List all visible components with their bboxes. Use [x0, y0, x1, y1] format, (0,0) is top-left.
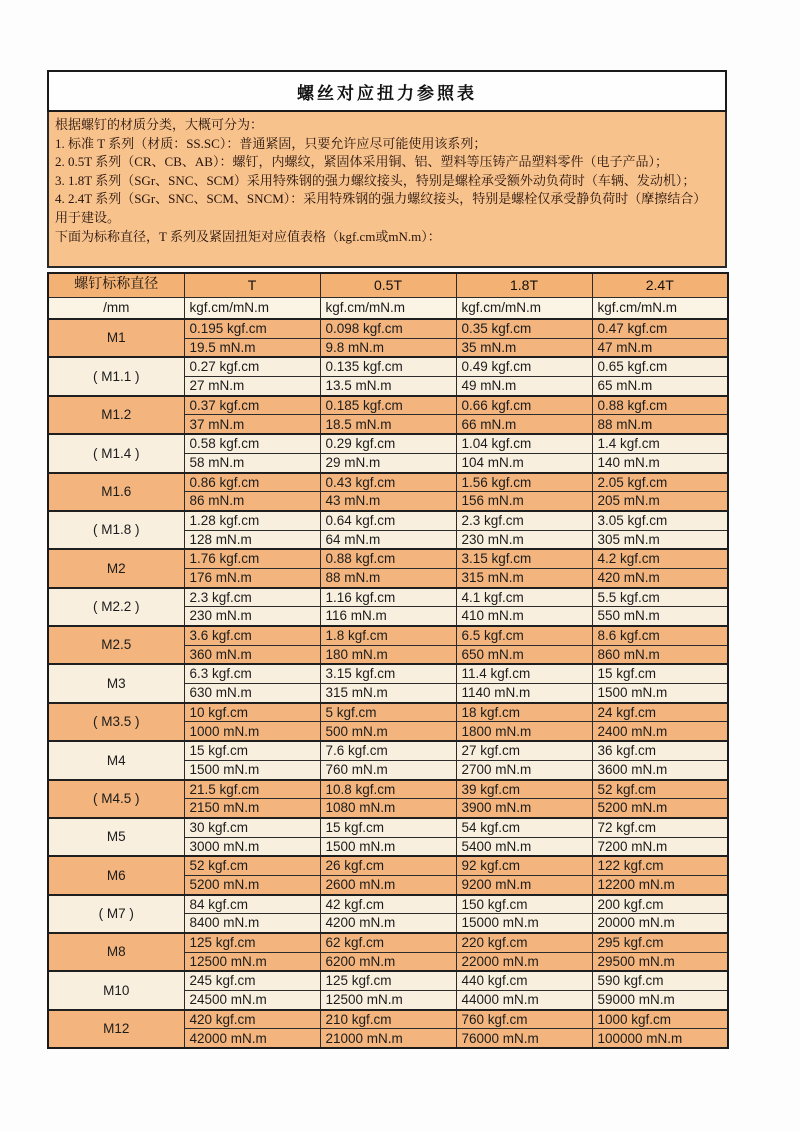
- diameter-cell: M4: [48, 741, 184, 779]
- table-row-M12-kgf: [48, 1010, 728, 1029]
- value-cell-mnm: 88 mN.m: [320, 568, 456, 587]
- value-cell-kgf: 52 kgf.cm: [184, 856, 320, 875]
- value-cell-kgf: 0.49 kgf.cm: [456, 357, 592, 376]
- value-cell-kgf: 0.47 kgf.cm: [592, 319, 728, 338]
- value-cell-kgf: 1.8 kgf.cm: [320, 626, 456, 645]
- value-cell-kgf: 7.6 kgf.cm: [320, 741, 456, 760]
- column-header-diameter: 螺钉标称直径: [48, 273, 184, 297]
- value-cell-kgf: 0.43 kgf.cm: [320, 473, 456, 492]
- value-cell-mnm: 29500 mN.m: [592, 952, 728, 971]
- value-cell-kgf: 6.5 kgf.cm: [456, 626, 592, 645]
- value-cell-kgf: 10.8 kgf.cm: [320, 780, 456, 799]
- value-cell-mnm: 180 mN.m: [320, 645, 456, 664]
- value-cell-mnm: 205 mN.m: [592, 492, 728, 511]
- value-cell-mnm: 1500 mN.m: [320, 837, 456, 856]
- table-header-row: [48, 273, 728, 297]
- value-cell-mnm: 24500 mN.m: [184, 991, 320, 1010]
- diameter-cell: M8: [48, 933, 184, 971]
- value-cell-kgf: 0.098 kgf.cm: [320, 319, 456, 338]
- value-cell-kgf: 2.3 kgf.cm: [184, 588, 320, 607]
- value-cell-kgf: 26 kgf.cm: [320, 856, 456, 875]
- diameter-cell: M2.5: [48, 626, 184, 664]
- value-cell-mnm: 2600 mN.m: [320, 875, 456, 894]
- value-cell-mnm: 13.5 mN.m: [320, 377, 456, 396]
- value-cell-mnm: 7200 mN.m: [592, 837, 728, 856]
- value-cell-mnm: 64 mN.m: [320, 530, 456, 549]
- value-cell-kgf: 590 kgf.cm: [592, 971, 728, 990]
- value-cell-mnm: 37 mN.m: [184, 415, 320, 434]
- value-cell-mnm: 1500 mN.m: [184, 760, 320, 779]
- page-title: 螺丝对应扭力参照表: [297, 83, 477, 103]
- value-cell-kgf: 6.3 kgf.cm: [184, 664, 320, 683]
- table-subheader-row: [48, 297, 728, 319]
- diameter-cell: M6: [48, 856, 184, 894]
- value-cell-mnm: 230 mN.m: [456, 530, 592, 549]
- value-cell-mnm: 315 mN.m: [320, 684, 456, 703]
- value-cell-mnm: 65 mN.m: [592, 377, 728, 396]
- value-cell-mnm: 86 mN.m: [184, 492, 320, 511]
- value-cell-mnm: 760 mN.m: [320, 760, 456, 779]
- value-cell-kgf: 1.76 kgf.cm: [184, 549, 320, 568]
- value-cell-kgf: 3.6 kgf.cm: [184, 626, 320, 645]
- value-cell-kgf: 0.88 kgf.cm: [320, 549, 456, 568]
- value-cell-mnm: 140 mN.m: [592, 453, 728, 472]
- value-cell-mnm: 9200 mN.m: [456, 875, 592, 894]
- value-cell-kgf: 4.2 kgf.cm: [592, 549, 728, 568]
- value-cell-kgf: 0.135 kgf.cm: [320, 357, 456, 376]
- table-row-M4-kgf: [48, 741, 728, 760]
- value-cell-kgf: 24 kgf.cm: [592, 703, 728, 722]
- diameter-cell: M3: [48, 664, 184, 702]
- value-cell-kgf: 3.15 kgf.cm: [320, 664, 456, 683]
- diameter-cell: M10: [48, 971, 184, 1009]
- value-cell-mnm: 21000 mN.m: [320, 1029, 456, 1048]
- value-cell-mnm: 58 mN.m: [184, 453, 320, 472]
- document-title-box: [47, 70, 727, 112]
- value-cell-kgf: 2.3 kgf.cm: [456, 511, 592, 530]
- value-cell-mnm: 9.8 mN.m: [320, 338, 456, 357]
- value-cell-mnm: 88 mN.m: [592, 415, 728, 434]
- subheader-unit-2-4t: kgf.cm/mN.m: [592, 297, 728, 319]
- value-cell-kgf: 0.37 kgf.cm: [184, 396, 320, 415]
- value-cell-kgf: 8.6 kgf.cm: [592, 626, 728, 645]
- value-cell-mnm: 1140 mN.m: [456, 684, 592, 703]
- diameter-cell: ( M3.5 ): [48, 703, 184, 741]
- value-cell-kgf: 52 kgf.cm: [592, 780, 728, 799]
- value-cell-kgf: 21.5 kgf.cm: [184, 780, 320, 799]
- column-header-1-8t: 1.8T: [456, 273, 592, 297]
- table-row-M35-kgf: [48, 703, 728, 722]
- value-cell-kgf: 295 kgf.cm: [592, 933, 728, 952]
- value-cell-kgf: 15 kgf.cm: [592, 664, 728, 683]
- value-cell-mnm: 315 mN.m: [456, 568, 592, 587]
- value-cell-kgf: 62 kgf.cm: [320, 933, 456, 952]
- table-row-M1-kgf: [48, 319, 728, 338]
- value-cell-kgf: 30 kgf.cm: [184, 818, 320, 837]
- value-cell-kgf: 1.4 kgf.cm: [592, 434, 728, 453]
- value-cell-kgf: 0.35 kgf.cm: [456, 319, 592, 338]
- value-cell-mnm: 116 mN.m: [320, 607, 456, 626]
- value-cell-mnm: 49 mN.m: [456, 377, 592, 396]
- value-cell-mnm: 104 mN.m: [456, 453, 592, 472]
- value-cell-kgf: 5.5 kgf.cm: [592, 588, 728, 607]
- value-cell-mnm: 630 mN.m: [184, 684, 320, 703]
- diameter-cell: M1.6: [48, 473, 184, 511]
- value-cell-mnm: 12500 mN.m: [184, 952, 320, 971]
- table-row-M18-kgf: [48, 511, 728, 530]
- value-cell-mnm: 860 mN.m: [592, 645, 728, 664]
- value-cell-mnm: 29 mN.m: [320, 453, 456, 472]
- value-cell-mnm: 5200 mN.m: [184, 875, 320, 894]
- value-cell-kgf: 1.04 kgf.cm: [456, 434, 592, 453]
- value-cell-mnm: 2700 mN.m: [456, 760, 592, 779]
- diameter-cell: ( M4.5 ): [48, 780, 184, 818]
- value-cell-mnm: 1800 mN.m: [456, 722, 592, 741]
- value-cell-mnm: 6200 mN.m: [320, 952, 456, 971]
- value-cell-kgf: 4.1 kgf.cm: [456, 588, 592, 607]
- table-row-M11-kgf: [48, 357, 728, 376]
- table-row-M16-kgf: [48, 473, 728, 492]
- value-cell-kgf: 0.195 kgf.cm: [184, 319, 320, 338]
- document-page: [47, 70, 727, 1049]
- value-cell-mnm: 5400 mN.m: [456, 837, 592, 856]
- subheader-unit-t: kgf.cm/mN.m: [184, 297, 320, 319]
- value-cell-kgf: 220 kgf.cm: [456, 933, 592, 952]
- value-cell-kgf: 760 kgf.cm: [456, 1010, 592, 1029]
- value-cell-kgf: 2.05 kgf.cm: [592, 473, 728, 492]
- value-cell-kgf: 84 kgf.cm: [184, 895, 320, 914]
- value-cell-kgf: 440 kgf.cm: [456, 971, 592, 990]
- value-cell-mnm: 2150 mN.m: [184, 799, 320, 818]
- value-cell-mnm: 47 mN.m: [592, 338, 728, 357]
- value-cell-kgf: 5 kgf.cm: [320, 703, 456, 722]
- torque-table-header: [48, 273, 728, 319]
- column-header-t: T: [184, 273, 320, 297]
- value-cell-kgf: 92 kgf.cm: [456, 856, 592, 875]
- intro-line-6: 下面为标称直径，T 系列及紧固扭矩对应值表格（kgf.cm或mN.m）：: [55, 228, 441, 244]
- value-cell-mnm: 66 mN.m: [456, 415, 592, 434]
- value-cell-mnm: 43 mN.m: [320, 492, 456, 511]
- value-cell-mnm: 44000 mN.m: [456, 991, 592, 1010]
- value-cell-mnm: 550 mN.m: [592, 607, 728, 626]
- value-cell-mnm: 1000 mN.m: [184, 722, 320, 741]
- value-cell-kgf: 36 kgf.cm: [592, 741, 728, 760]
- value-cell-kgf: 125 kgf.cm: [184, 933, 320, 952]
- value-cell-mnm: 35 mN.m: [456, 338, 592, 357]
- table-row-M2-kgf: [48, 549, 728, 568]
- column-header-2-4t: 2.4T: [592, 273, 728, 297]
- table-row-M3-kgf: [48, 664, 728, 683]
- value-cell-mnm: 100000 mN.m: [592, 1029, 728, 1048]
- value-cell-kgf: 210 kgf.cm: [320, 1010, 456, 1029]
- value-cell-mnm: 27 mN.m: [184, 377, 320, 396]
- value-cell-mnm: 42000 mN.m: [184, 1029, 320, 1048]
- value-cell-mnm: 18.5 mN.m: [320, 415, 456, 434]
- value-cell-mnm: 1500 mN.m: [592, 684, 728, 703]
- intro-line-5: 4. 2.4T 系列（SGr、SNC、SCM、SNCM）：采用特殊钢的强力螺纹接头，特别是螺栓仅承受静负荷时（摩擦结合）用于建设。: [55, 191, 707, 225]
- value-cell-kgf: 72 kgf.cm: [592, 818, 728, 837]
- diameter-cell: M5: [48, 818, 184, 856]
- value-cell-mnm: 3900 mN.m: [456, 799, 592, 818]
- value-cell-mnm: 2400 mN.m: [592, 722, 728, 741]
- intro-line-2: 1. 标准 T 系列（材质：SS.SC）：普通紧固，只要允许应尽可能使用该系列；: [55, 135, 487, 151]
- value-cell-mnm: 22000 mN.m: [456, 952, 592, 971]
- intro-line-1: 根据螺钉的材质分类，大概可分为：: [55, 117, 264, 132]
- value-cell-mnm: 650 mN.m: [456, 645, 592, 664]
- value-cell-kgf: 1.56 kgf.cm: [456, 473, 592, 492]
- diameter-cell: M1.2: [48, 396, 184, 434]
- column-header-0-5t: 0.5T: [320, 273, 456, 297]
- value-cell-kgf: 42 kgf.cm: [320, 895, 456, 914]
- value-cell-kgf: 245 kgf.cm: [184, 971, 320, 990]
- intro-line-3: 2. 0.5T 系列（CR、CB、AB）：螺钉，内螺纹，紧固体采用铜、铝、塑料等压铸产品塑料零件（电子产品）；: [55, 154, 668, 170]
- value-cell-kgf: 150 kgf.cm: [456, 895, 592, 914]
- value-cell-kgf: 3.15 kgf.cm: [456, 549, 592, 568]
- diameter-cell: M1: [48, 319, 184, 357]
- diameter-cell: ( M2.2 ): [48, 588, 184, 626]
- table-row-M25-kgf: [48, 626, 728, 645]
- value-cell-mnm: 20000 mN.m: [592, 914, 728, 933]
- table-row-M7-kgf: [48, 895, 728, 914]
- value-cell-kgf: 420 kgf.cm: [184, 1010, 320, 1029]
- value-cell-kgf: 0.64 kgf.cm: [320, 511, 456, 530]
- value-cell-kgf: 0.58 kgf.cm: [184, 434, 320, 453]
- value-cell-mnm: 360 mN.m: [184, 645, 320, 664]
- intro-section: [47, 112, 727, 268]
- value-cell-mnm: 420 mN.m: [592, 568, 728, 587]
- value-cell-mnm: 1080 mN.m: [320, 799, 456, 818]
- value-cell-mnm: 176 mN.m: [184, 568, 320, 587]
- table-row-M45-kgf: [48, 780, 728, 799]
- value-cell-kgf: 11.4 kgf.cm: [456, 664, 592, 683]
- value-cell-kgf: 39 kgf.cm: [456, 780, 592, 799]
- value-cell-mnm: 76000 mN.m: [456, 1029, 592, 1048]
- value-cell-kgf: 27 kgf.cm: [456, 741, 592, 760]
- diameter-cell: ( M7 ): [48, 895, 184, 933]
- value-cell-mnm: 5200 mN.m: [592, 799, 728, 818]
- subheader-unit-1-8t: kgf.cm/mN.m: [456, 297, 592, 319]
- value-cell-kgf: 0.86 kgf.cm: [184, 473, 320, 492]
- value-cell-kgf: 1.28 kgf.cm: [184, 511, 320, 530]
- value-cell-kgf: 54 kgf.cm: [456, 818, 592, 837]
- value-cell-kgf: 0.185 kgf.cm: [320, 396, 456, 415]
- value-cell-mnm: 410 mN.m: [456, 607, 592, 626]
- value-cell-kgf: 1.16 kgf.cm: [320, 588, 456, 607]
- value-cell-kgf: 0.88 kgf.cm: [592, 396, 728, 415]
- diameter-cell: ( M1.4 ): [48, 434, 184, 472]
- value-cell-kgf: 15 kgf.cm: [320, 818, 456, 837]
- value-cell-kgf: 15 kgf.cm: [184, 741, 320, 760]
- value-cell-mnm: 500 mN.m: [320, 722, 456, 741]
- value-cell-kgf: 122 kgf.cm: [592, 856, 728, 875]
- value-cell-kgf: 3.05 kgf.cm: [592, 511, 728, 530]
- value-cell-kgf: 0.65 kgf.cm: [592, 357, 728, 376]
- diameter-cell: M2: [48, 549, 184, 587]
- table-row-M8-kgf: [48, 933, 728, 952]
- value-cell-mnm: 128 mN.m: [184, 530, 320, 549]
- subheader-mm: /mm: [48, 297, 184, 319]
- table-row-M5-kgf: [48, 818, 728, 837]
- value-cell-kgf: 10 kgf.cm: [184, 703, 320, 722]
- value-cell-mnm: 12500 mN.m: [320, 991, 456, 1010]
- value-cell-mnm: 230 mN.m: [184, 607, 320, 626]
- table-row-M12-kgf: [48, 396, 728, 415]
- value-cell-kgf: 0.66 kgf.cm: [456, 396, 592, 415]
- value-cell-kgf: 18 kgf.cm: [456, 703, 592, 722]
- value-cell-mnm: 59000 mN.m: [592, 991, 728, 1010]
- diameter-cell: ( M1.1 ): [48, 357, 184, 395]
- subheader-unit-0-5t: kgf.cm/mN.m: [320, 297, 456, 319]
- value-cell-mnm: 12200 mN.m: [592, 875, 728, 894]
- value-cell-mnm: 4200 mN.m: [320, 914, 456, 933]
- value-cell-kgf: 1000 kgf.cm: [592, 1010, 728, 1029]
- diameter-cell: ( M1.8 ): [48, 511, 184, 549]
- value-cell-kgf: 125 kgf.cm: [320, 971, 456, 990]
- table-row-M10-kgf: [48, 971, 728, 990]
- torque-table: [47, 272, 729, 1049]
- value-cell-mnm: 305 mN.m: [592, 530, 728, 549]
- value-cell-mnm: 3600 mN.m: [592, 760, 728, 779]
- diameter-cell: M12: [48, 1010, 184, 1048]
- table-row-M14-kgf: [48, 434, 728, 453]
- value-cell-mnm: 3000 mN.m: [184, 837, 320, 856]
- table-row-M22-kgf: [48, 588, 728, 607]
- value-cell-mnm: 15000 mN.m: [456, 914, 592, 933]
- table-row-M6-kgf: [48, 856, 728, 875]
- value-cell-mnm: 156 mN.m: [456, 492, 592, 511]
- torque-table-body: [48, 319, 728, 1048]
- value-cell-mnm: 19.5 mN.m: [184, 338, 320, 357]
- value-cell-kgf: 200 kgf.cm: [592, 895, 728, 914]
- intro-line-4: 3. 1.8T 系列（SGr、SNC、SCM）采用特殊钢的强力螺纹接头，特别是螺栓承受额外动负荷时（车辆、发动机）；: [55, 172, 696, 188]
- value-cell-kgf: 0.27 kgf.cm: [184, 357, 320, 376]
- value-cell-kgf: 0.29 kgf.cm: [320, 434, 456, 453]
- value-cell-mnm: 8400 mN.m: [184, 914, 320, 933]
